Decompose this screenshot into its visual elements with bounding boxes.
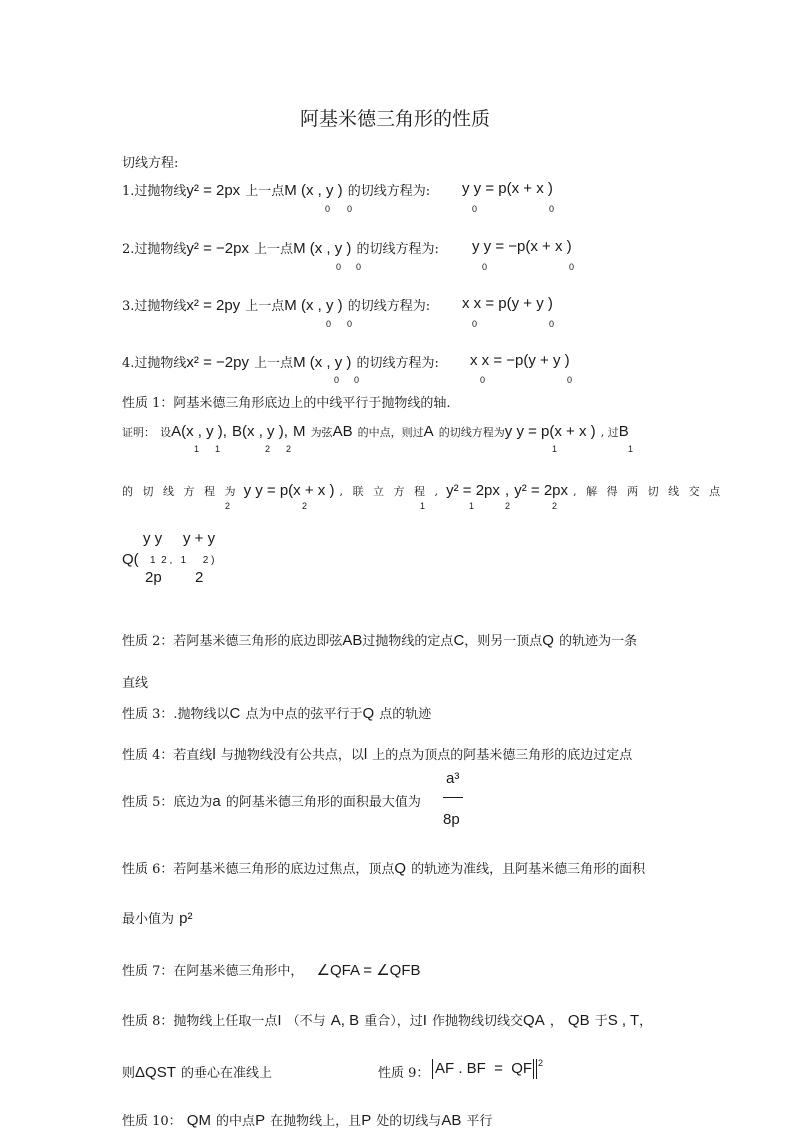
subscript: 0 — [354, 375, 360, 385]
subscript: 0 — [326, 319, 332, 329]
prop-text: 与抛物线没有公共点，以 — [220, 748, 364, 763]
tangent-mid: 上一点 — [245, 184, 285, 199]
prop-text: 的垂心在准线上 — [180, 1066, 272, 1081]
prop-text: （不与 — [286, 1014, 326, 1029]
math-QA: QA — [523, 1012, 545, 1029]
proof-text: 为弦 — [310, 426, 333, 439]
intersection-subs: 1 2 , 1 2 ) — [150, 555, 215, 566]
math-p-squared: p² — [179, 910, 193, 927]
property-3 — [122, 703, 431, 722]
subscript: 0 — [325, 204, 331, 214]
prop-text: 性质 8：抛物线上任取一点 — [122, 1014, 278, 1029]
tangent-point: M (x , y ) — [293, 354, 352, 371]
math-AB: AB — [342, 632, 363, 649]
math-tangent-A: y y = p(x + x ) — [504, 423, 596, 440]
math-a: a — [212, 793, 221, 810]
math-focal-eq: AF . BF = QF — [435, 1060, 533, 1077]
fraction-numerator: a³ — [446, 770, 460, 787]
tangent-eq-1: y y = p(x + x ) — [462, 180, 553, 197]
prop-text: 过抛物线的定点 — [362, 634, 454, 649]
prop-text: 平行 — [466, 1114, 493, 1129]
subscript: 2 — [302, 501, 308, 511]
prop-text: 性质 4：若直线 — [122, 748, 213, 763]
prop-text: ， — [549, 1014, 563, 1029]
math-QM: QM — [186, 1112, 211, 1129]
prop-text: 性质 7：在阿基米德三角形中， — [122, 964, 304, 979]
fraction-bar — [443, 797, 463, 798]
prop-text: 点的轨迹 — [379, 707, 432, 722]
math-A: A — [423, 423, 434, 440]
abs-bar — [536, 1059, 537, 1079]
comma: , — [283, 423, 288, 440]
prop-text: 点为中点的弦平行于 — [245, 707, 363, 722]
tangent-prefix: 2.过抛物线 — [122, 242, 187, 257]
tangent-prefix: 1.过抛物线 — [122, 184, 187, 199]
page-title: 阿基米德三角形的性质 — [300, 108, 491, 130]
subscript: 0 — [549, 319, 555, 329]
math-P: P — [361, 1112, 372, 1129]
math-tangent-B: y y = p(x + x ) — [243, 482, 335, 499]
intersection-numerator: y y y + y — [143, 530, 216, 547]
subscript: 0 — [472, 204, 478, 214]
prop-text: 的轨迹为准线，且阿基米德三角形的面积 — [411, 862, 646, 877]
math-C: C — [229, 705, 241, 722]
proof-text: 的切线方程为 — [438, 426, 505, 439]
property-6 — [122, 858, 645, 877]
math-l: l — [363, 746, 368, 763]
proof-label: 证明： — [122, 426, 155, 439]
abs-bar — [533, 1059, 534, 1079]
subscript: 0 — [472, 319, 478, 329]
tangent-line-1 — [122, 180, 430, 199]
subscript: 1 — [420, 501, 426, 511]
subscript: 0 — [356, 262, 362, 272]
math-triangle: ΔQST — [135, 1064, 176, 1081]
intersection-denominator: 2p 2 — [145, 569, 204, 586]
prop-text: 的阿基米德三角形的面积最大值为 — [225, 795, 421, 810]
math-AB: AB — [332, 423, 353, 440]
tangent-prefix: 3.过抛物线 — [122, 299, 187, 314]
math-I: I — [277, 1012, 282, 1029]
subscript: 0 — [549, 204, 555, 214]
exponent: 2 — [538, 1058, 544, 1068]
proof-text: 设 — [160, 426, 172, 439]
abs-bar — [432, 1059, 433, 1079]
fraction-denominator: 8p — [443, 811, 460, 828]
prop-text: 性质 2：若阿基米德三角形的底边即弦 — [122, 634, 343, 649]
property-4 — [122, 744, 632, 763]
subscript: 0 — [334, 375, 340, 385]
tangent-point: M (x , y ) — [284, 297, 343, 314]
subscript: 2 — [265, 444, 271, 454]
property-2-cont: 直线 — [122, 676, 149, 691]
tangent-mid: 上一点 — [254, 356, 294, 371]
tangent-prefix: 4.过抛物线 — [122, 356, 187, 371]
intersection-label: Q( — [122, 551, 139, 568]
tangent-suffix: 的切线方程为: — [347, 299, 431, 314]
math-B: B(x , y ) — [232, 423, 284, 440]
prop-text: ， — [639, 1014, 653, 1029]
subscript: 2 — [552, 501, 558, 511]
prop-text: 最小值为 — [122, 912, 175, 927]
property-1: 性质 1：阿基米德三角形底边上的中线平行于抛物线的轴. — [122, 396, 451, 411]
comma: , — [222, 423, 227, 440]
math-ST: S , T — [607, 1012, 640, 1029]
math-M: M — [292, 423, 306, 440]
subscript: 2 — [505, 501, 511, 511]
tangent-mid: 上一点 — [245, 299, 285, 314]
subscript: 1 — [552, 444, 558, 454]
tangent-mid: 上一点 — [254, 242, 294, 257]
tangent-eq-2: y y = −p(x + x ) — [472, 238, 572, 255]
proof-line-1 — [122, 421, 629, 440]
math-C: C — [453, 632, 465, 649]
proof-text: 的 切 线 方 程 为 — [122, 485, 239, 498]
prop-text: 性质 6：若阿基米德三角形的底边过焦点，顶点 — [122, 862, 395, 877]
subscript: 1 — [194, 444, 200, 454]
prop-text: 在抛物线上，且 — [270, 1114, 362, 1129]
tangent-eq-3: x x = p(y + y ) — [462, 295, 553, 312]
math-Q: Q — [394, 860, 407, 877]
tangent-suffix: 的切线方程为: — [347, 184, 431, 199]
prop-text: 性质 5：底边为 — [122, 795, 213, 810]
subscript: 2 — [225, 501, 231, 511]
math-eq-2: y² = 2px — [514, 482, 569, 499]
prop-text: 于 — [594, 1014, 608, 1029]
property-8 — [122, 1010, 652, 1029]
subscript: 1 — [215, 444, 221, 454]
prop-text: 性质 10： — [122, 1114, 182, 1129]
subscript: 0 — [336, 262, 342, 272]
prop-text: 上的点为顶点的阿基米德三角形的底边过定点 — [372, 748, 633, 763]
math-I: I — [422, 1012, 427, 1029]
subscript: 0 — [347, 204, 353, 214]
subscript: 1 — [469, 501, 475, 511]
comma: , — [504, 482, 510, 499]
tangent-line-4 — [122, 352, 439, 371]
proof-line-2 — [122, 480, 723, 499]
prop-text: 重合），过 — [364, 1014, 423, 1029]
math-eq-1: y² = 2px — [446, 482, 500, 499]
prop-text: 的轨迹为一条 — [559, 634, 638, 649]
math-angle-eq: ∠QFA = ∠QFB — [316, 962, 421, 979]
property-9-label: 性质 9： — [378, 1066, 430, 1081]
prop-text: 性质 3：.抛物线以 — [122, 707, 230, 722]
prop-text: 作抛物线切线交 — [432, 1014, 524, 1029]
math-QB: QB — [567, 1012, 590, 1029]
subscript: 0 — [569, 262, 575, 272]
prop-text: 则 — [122, 1066, 136, 1081]
subscript: 0 — [482, 262, 488, 272]
tangent-curve: y² = −2px — [186, 240, 249, 257]
proof-text: , 联 立 方 程 , — [339, 485, 442, 498]
tangent-curve: x² = −2py — [186, 354, 249, 371]
subscript: 0 — [347, 319, 353, 329]
property-8-cont — [122, 1062, 272, 1081]
tangent-heading: 切线方程: — [122, 156, 179, 171]
tangent-suffix: 的切线方程为: — [356, 242, 439, 257]
prop-text: ，则另一顶点 — [464, 634, 543, 649]
property-7 — [122, 960, 421, 979]
proof-text: , 过 — [600, 426, 619, 439]
math-AB: AB — [441, 1112, 462, 1129]
subscript: 0 — [567, 375, 573, 385]
tangent-eq-4: x x = −p(y + y ) — [470, 352, 570, 369]
tangent-point: M (x , y ) — [293, 240, 352, 257]
math-P: P — [255, 1112, 266, 1129]
subscript: 1 — [628, 444, 634, 454]
tangent-suffix: 的切线方程为: — [356, 356, 439, 371]
subscript: 2 — [286, 444, 292, 454]
math-Q: Q — [362, 705, 375, 722]
math-l: l — [212, 746, 216, 763]
proof-text: 的中点，则过 — [357, 426, 424, 439]
property-10 — [122, 1110, 492, 1129]
property-5 — [122, 791, 421, 810]
math-Q: Q — [542, 632, 554, 649]
math-A: A(x , y ) — [171, 423, 223, 440]
tangent-point: M (x , y ) — [284, 182, 343, 199]
tangent-line-3 — [122, 295, 430, 314]
math-AB: A, B — [330, 1012, 360, 1029]
prop-text: 处的切线与 — [376, 1114, 442, 1129]
tangent-line-2 — [122, 238, 439, 257]
prop-text: 的中点 — [216, 1114, 256, 1129]
math-B: B — [618, 423, 629, 440]
property-6-cont — [122, 908, 192, 927]
proof-text: , 解 得 两 切 线 交 点 — [573, 485, 724, 498]
property-2 — [122, 630, 637, 649]
subscript: 0 — [480, 375, 486, 385]
tangent-curve: x² = 2py — [186, 297, 241, 314]
tangent-curve: y² = 2px — [186, 182, 241, 199]
